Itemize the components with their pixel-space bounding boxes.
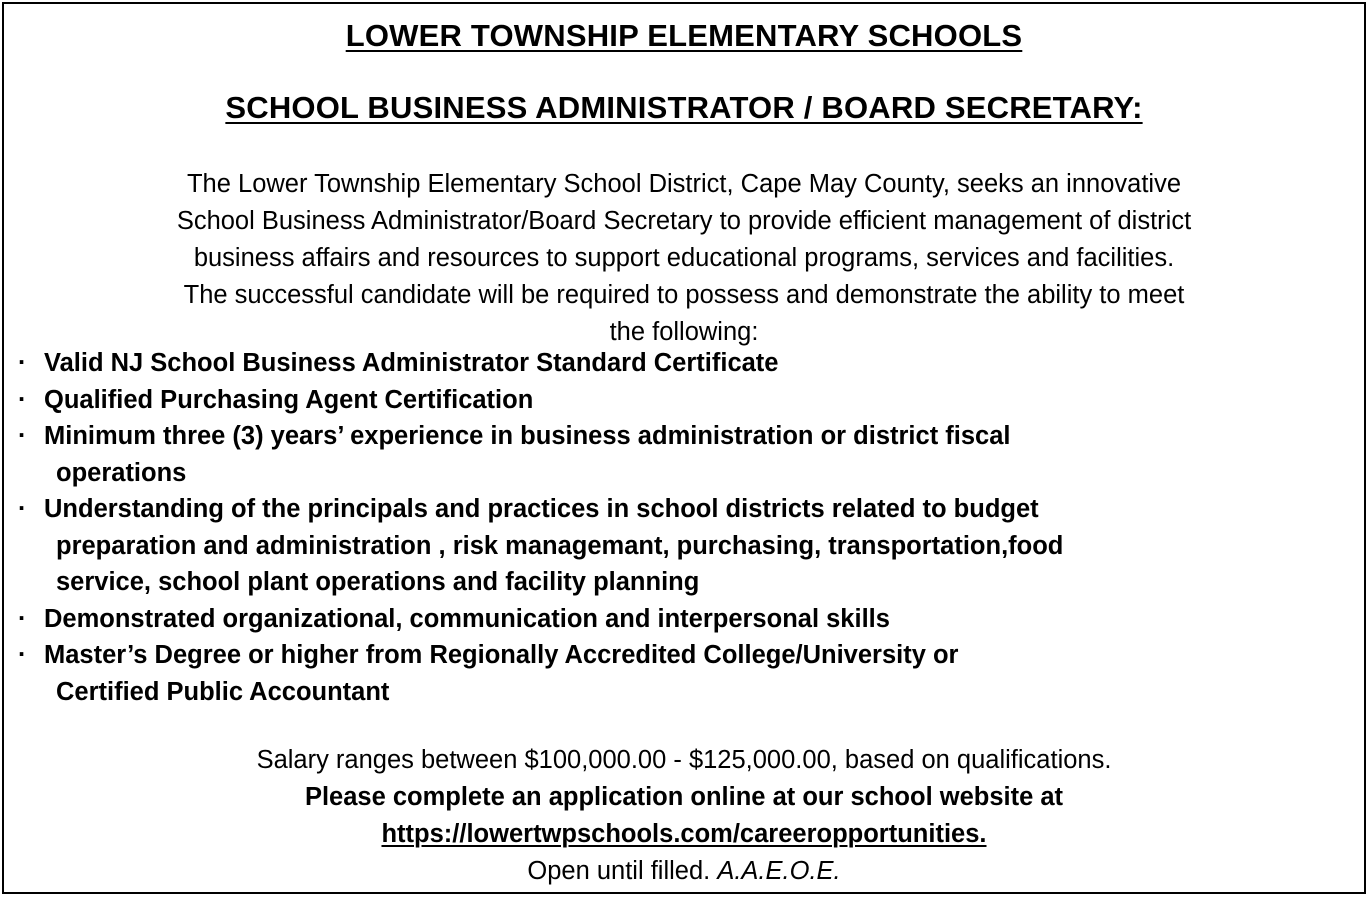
- salary-text: Salary ranges between $100,000.00 - $125,000.00, based on qualifications.: [256, 746, 1112, 774]
- requirement-text: Qualified Purchasing Agent Certification: [44, 385, 534, 414]
- requirement-text-continued: operations: [56, 458, 187, 487]
- apply-instructions: Please complete an application online at our school website at: [304, 783, 1064, 811]
- intro-line: The successful candidate will be required to possess and demonstrate the ability to meet: [183, 281, 1185, 309]
- bullet-icon: ·: [18, 604, 27, 633]
- job-advertisement: [2, 2, 1366, 894]
- requirement-text: Master’s Degree or higher from Regionally Accredited College/University or: [44, 641, 959, 669]
- district-title: [4, 18, 1364, 54]
- position-title: [4, 90, 1364, 126]
- intro-line: School Business Administrator/Board Secretary to provide efficient management of district: [176, 207, 1192, 235]
- requirement-text: Understanding of the principals and practices in school districts related to budget: [44, 495, 1039, 523]
- requirement-text: Valid NJ School Business Administrator Standard Certificate: [44, 349, 779, 377]
- requirement-text-continued: Certified Public Accountant: [56, 677, 390, 706]
- intro-paragraph: [16, 166, 1352, 351]
- intro-line: the following:: [609, 318, 759, 346]
- requirement-text: Demonstrated organizational, communication and interpersonal skills: [44, 604, 890, 633]
- requirement-item: [18, 418, 1354, 491]
- open-until-filled-text: Open until filled.: [527, 857, 711, 885]
- requirement-item: [18, 637, 1354, 710]
- footer: [4, 742, 1364, 890]
- district-title-text: LOWER TOWNSHIP ELEMENTARY SCHOOLS: [345, 18, 1023, 53]
- requirement-text-continued: preparation and administration , risk managemant, purchasing, transportation,food: [56, 531, 1064, 560]
- requirement-item: [18, 345, 1354, 382]
- requirement-text: Minimum three (3) years’ experience in business administration or district fiscal: [44, 422, 1011, 450]
- requirements-list: [18, 345, 1354, 710]
- intro-line: The Lower Township Elementary School District, Cape May County, seeks an innovative: [186, 170, 1182, 198]
- requirement-item: [18, 491, 1354, 601]
- bullet-icon: ·: [18, 641, 27, 669]
- bullet-icon: ·: [18, 349, 27, 377]
- requirement-text-continued: service, school plant operations and facility planning: [56, 568, 700, 596]
- careers-link[interactable]: https://lowertwpschools.com/careeropportunities.: [381, 820, 987, 848]
- intro-line: business affairs and resources to support educational programs, services and facilities.: [193, 244, 1175, 272]
- bullet-icon: ·: [18, 495, 27, 523]
- eoe-text: A.A.E.O.E.: [717, 857, 841, 885]
- bullet-icon: ·: [18, 385, 27, 414]
- position-title-text: SCHOOL BUSINESS ADMINISTRATOR / BOARD SECRETARY:: [225, 90, 1143, 125]
- requirement-item: [18, 382, 1354, 419]
- open-status-line: [4, 853, 1364, 890]
- bullet-icon: ·: [18, 422, 27, 450]
- requirement-item: [18, 601, 1354, 638]
